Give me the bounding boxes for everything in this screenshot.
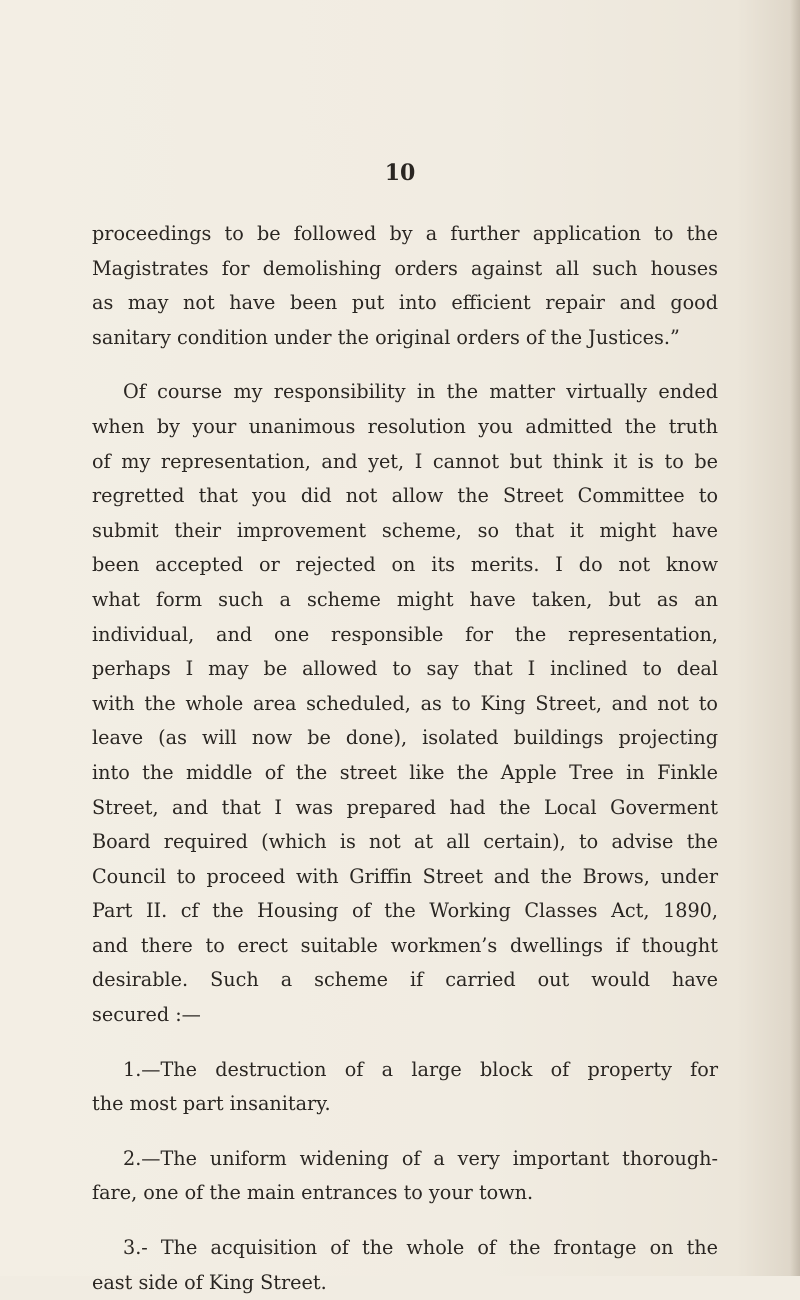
paragraph-gap [92,1033,718,1053]
text-line: secured :— [92,1003,201,1027]
text-line: fare, one of the main entrances to your town. [92,1181,534,1205]
paragraph-responsibility [92,375,718,1032]
text-line: been accepted or rejected on its merits. I do not know [92,553,718,577]
paragraph-gap [92,1122,718,1142]
text-line: east side of King Street. [92,1270,327,1294]
text-line: and there to erect suitable workmen’s dwellings if thought [92,933,718,957]
body-text [92,217,718,1300]
list-item [92,1142,718,1211]
text-line: Part II. cf the Housing of the Working Classes Act, 1890, [92,899,718,923]
text-line: proceedings to be followed by a further application to the [92,222,718,245]
page-edge-shadow [790,0,800,1276]
text-line: perhaps I may be allowed to say that I inclined to deal [92,657,718,681]
text-line: individual, and one responsible for the representation, [92,622,718,646]
text-line: when by your unanimous resolution you admitted the truth [92,414,718,438]
text-line: Council to proceed with Griffin Street and the Brows, under [92,864,718,888]
text-line: of my representation, and yet, I cannot but think it is to be [92,449,718,473]
text-line: Board required (which is not at all certain), to advise the [92,830,718,854]
paragraph-gap [92,1211,718,1231]
text-line: leave (as will now be done), isolated buildings projecting [92,726,718,750]
list-item [92,1231,718,1300]
text-line: Of course my responsibility in the matter virtually ended [123,380,718,404]
page-number: 10 [384,160,416,186]
text-line: regretted that you did not allow the Street Committee to [92,484,718,508]
text-line: Magistrates for demolishing orders against all such houses [92,256,718,280]
text-line: with the whole area scheduled, as to King Street, and not to [92,691,718,715]
text-line: into the middle of the street like the Apple Tree in Finkle [92,760,718,784]
paragraph-gap [92,355,718,375]
text-line: sanitary condition under the original orders of the Justices.” [92,325,680,349]
text-line: 3.- The acquisition of the whole of the frontage on the [123,1236,718,1260]
list-item [92,1053,718,1122]
text-line: what form such a scheme might have taken, but as an [92,587,718,611]
text-line: as may not have been put into efficient repair and good [92,291,718,315]
text-line: 2.—The uniform widening of a very important thorough- [123,1146,718,1170]
text-line: Street, and that I was prepared had the Local Goverment [92,795,718,819]
text-line: submit their improvement scheme, so that it might have [92,518,718,542]
paragraph-continuation [92,217,718,355]
text-line: 1.—The destruction of a large block of property for [123,1057,718,1081]
text-line: desirable. Such a scheme if carried out would have [92,968,718,992]
text-line: the most part insanitary. [92,1092,331,1116]
